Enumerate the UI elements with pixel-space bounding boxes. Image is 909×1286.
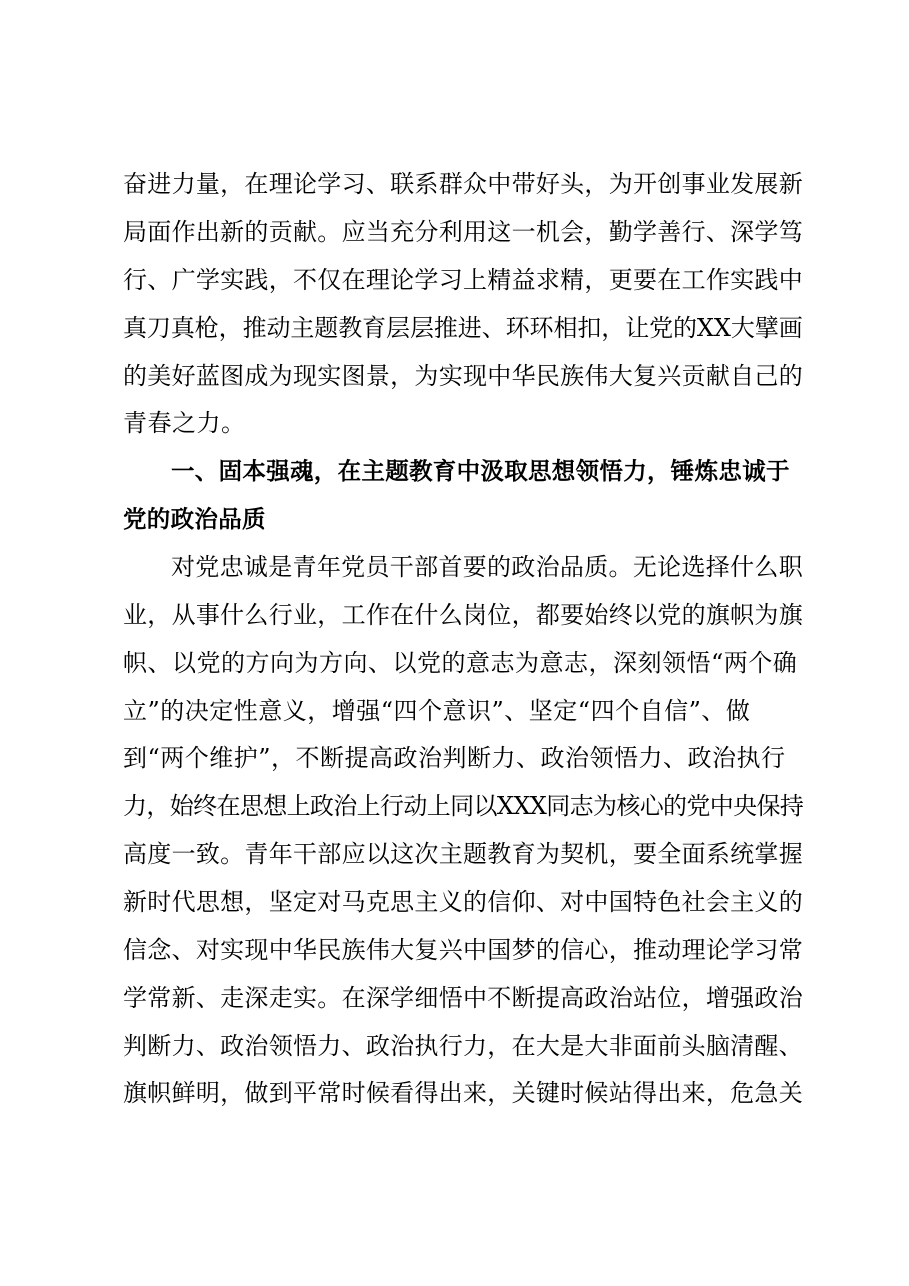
intro-paragraph-line: 奋进力量，在理论学习、联系群众中带好头，为开创事业发展新 [123,170,803,198]
body-paragraph-line: 判断力、政治领悟力、政治执行力，在大是大非面前头脑清醒、 [123,1032,803,1060]
body-paragraph-line: 业，从事什么行业，工作在什么岗位，都要始终以党的旗帜为旗 [123,601,803,629]
intro-paragraph-line: 真刀真枪，推动主题教育层层推进、环环相扣，让党的XX大擘画 [123,314,803,342]
intro-paragraph-line: 行、广学实践，不仅在理论学习上精益求精，更要在工作实践中 [123,266,803,294]
intro-paragraph-line: 局面作出新的贡献。应当充分利用这一机会，勤学善行、深学笃 [123,218,803,246]
intro-paragraph-line: 的美好蓝图成为现实图景，为实现中华民族伟大复兴贡献自己的 [123,362,803,390]
body-paragraph-line: 对党忠诚是青年党员干部首要的政治品质。无论选择什么职 [171,553,803,581]
body-paragraph-line: 力，始终在思想上政治上行动上同以XXX同志为核心的党中央保持 [123,792,804,820]
intro-paragraph-line: 青春之力。 [123,409,246,437]
body-paragraph-line: 旗帜鲜明，做到平常时候看得出来，关键时候站得出来，危急关 [123,1079,803,1107]
section-heading-line: 党的政治品质 [123,505,266,533]
body-paragraph-line: 高度一致。青年干部应以这次主题教育为契机，要全面系统掌握 [123,840,803,868]
section-heading-line: 一、固本强魂，在主题教育中汲取思想领悟力，锤炼忠诚于 [171,457,790,485]
body-paragraph-line: 到“两个维护”，不断提高政治判断力、政治领悟力、政治执行 [123,744,786,772]
body-paragraph-line: 立”的决定性意义，增强“四个意识”、坚定“四个自信”、做 [123,697,751,725]
body-paragraph-line: 信念、对实现中华民族伟大复兴中国梦的信心，推动理论学习常 [123,936,803,964]
body-paragraph-line: 帜、以党的方向为方向、以党的意志为意志，深刻领悟“两个确 [123,649,798,677]
body-paragraph-line: 学常新、走深走实。在深学细悟中不断提高政治站位，增强政治 [123,984,803,1012]
body-paragraph-line: 新时代思想，坚定对马克思主义的信仰、对中国特色社会主义的 [123,888,803,916]
